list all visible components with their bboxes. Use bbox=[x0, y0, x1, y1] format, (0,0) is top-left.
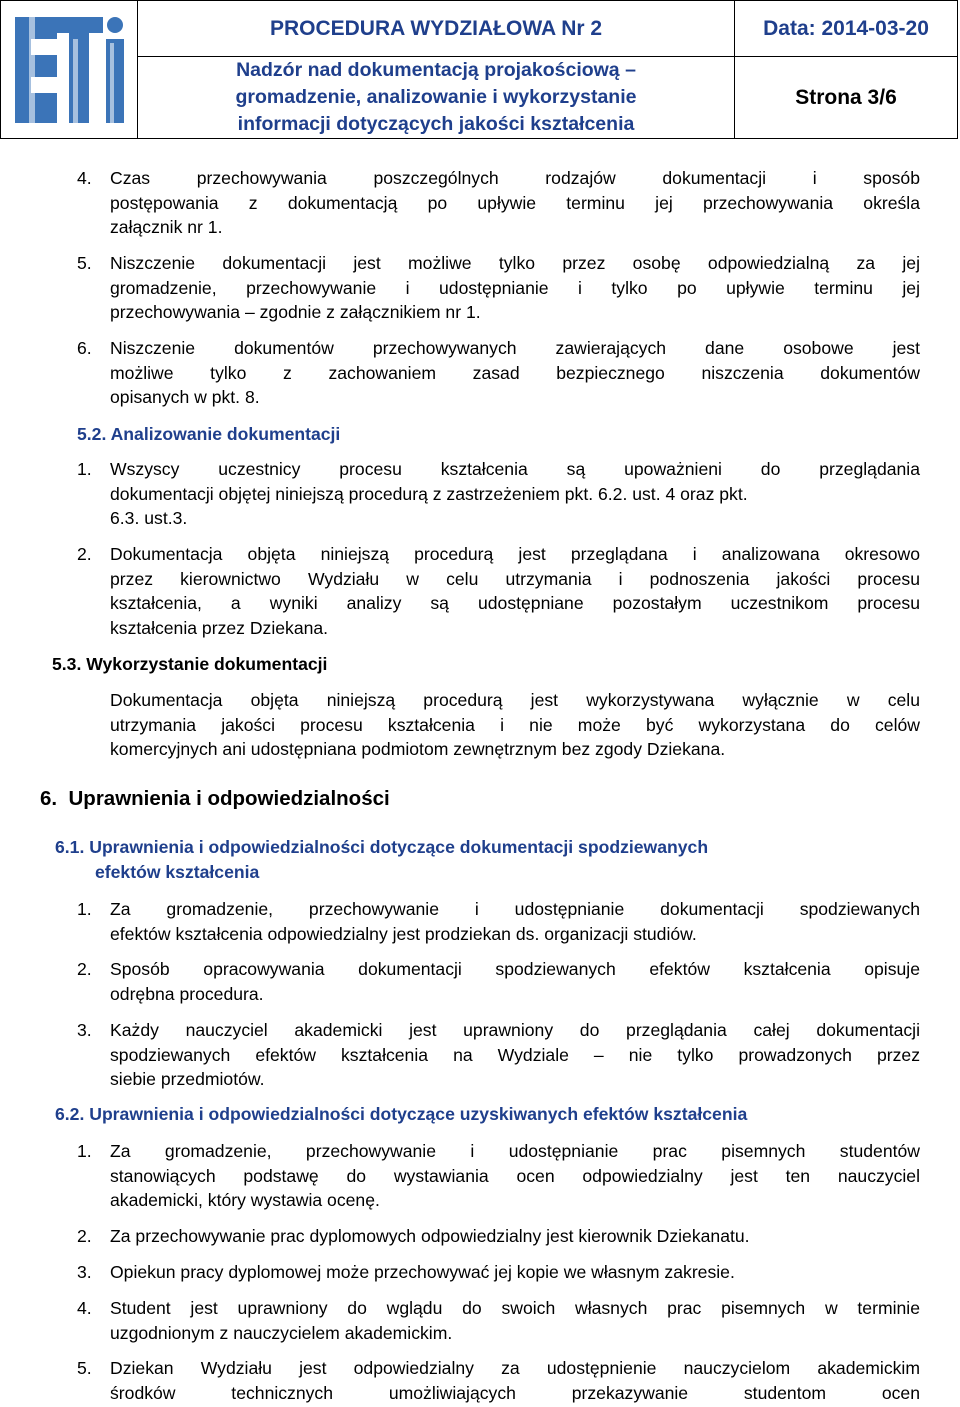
section-heading-6-2: 6.2. Uprawnienia i odpowiedzialności dotyczące uzyskiwanych efektów kształcenia bbox=[55, 1104, 748, 1124]
item-number: 5. bbox=[77, 253, 92, 273]
section-heading-5-2: 5.2. Analizowanie dokumentacji bbox=[77, 424, 341, 444]
text-line: Dokumentacja objęta niniejszą procedurą jest wykorzystywana wyłącznie w celu bbox=[110, 690, 920, 710]
item-text bbox=[110, 1356, 920, 1405]
text-line: postępowania z dokumentacją po upływie terminu jej przechowywania określa bbox=[110, 192, 920, 213]
item-text bbox=[110, 1018, 920, 1092]
text-line: Dziekan Wydziału jest odpowiedzialny za udostępnienie nauczycielom akademickim bbox=[110, 1358, 920, 1378]
heading-line: efektów kształcenia bbox=[95, 861, 260, 882]
eti-logo bbox=[9, 9, 129, 131]
item-text bbox=[110, 897, 920, 946]
text-line: Niszczenie dokumentacji jest możliwe tylko przez osobę odpowiedzialną za jej bbox=[110, 253, 920, 273]
text-line: Dokumentacja objęta niniejszą procedurą jest przeglądana i analizowana okresowo bbox=[110, 544, 920, 564]
subject-cell bbox=[138, 57, 735, 139]
item-number: 3. bbox=[77, 1020, 92, 1040]
text-line: dokumentacji objętej niniejszą procedurą z zastrzeżeniem pkt. 6.2. ust. 4 oraz pkt. bbox=[110, 483, 748, 504]
item-number: 2. bbox=[77, 959, 92, 979]
text-line: utrzymania jakości procesu kształcenia i nie może być wykorzystana do celów bbox=[110, 714, 920, 735]
text-line: środków technicznych umożliwiających przekazywanie studentom ocen bbox=[110, 1382, 920, 1403]
page-cell bbox=[735, 57, 958, 139]
text-line: Niszczenie dokumentów przechowywanych zawierających dane osobowe jest bbox=[110, 338, 920, 358]
text-line: kształcenia, a wyniki analizy są udostępniane pozostałym uczestnikom procesu bbox=[110, 593, 920, 613]
item-text bbox=[110, 1224, 920, 1249]
item-text bbox=[110, 1260, 920, 1285]
text-line: gromadzenie, przechowywanie i udostępnianie i tylko po upływie terminu jej bbox=[110, 277, 920, 298]
text-line: stanowiących podstawę do wystawiania ocen odpowiedzialny jest ten nauczyciel bbox=[110, 1165, 920, 1186]
logo-cell bbox=[1, 1, 138, 139]
item-text bbox=[110, 957, 920, 1006]
item-text bbox=[110, 542, 920, 640]
section-heading-6: 6. Uprawnienia i odpowiedzialności bbox=[40, 787, 390, 810]
text-line: Za przechowywanie prac dyplomowych odpowiedzialny jest kierownik Dziekanatu. bbox=[110, 1226, 750, 1246]
text-line: przechowywania – zgodnie z załącznikiem nr 1. bbox=[110, 302, 481, 322]
text-line: akademicki, który wystawia ocenę. bbox=[110, 1190, 380, 1210]
subject-line: gromadzenie, analizowanie i wykorzystanie bbox=[235, 86, 637, 108]
text-line: Czas przechowywania poszczególnych rodzajów dokumentacji i sposób bbox=[110, 168, 920, 188]
text-line: Student jest uprawniony do wglądu do swoich własnych prac pisemnych w terminie bbox=[110, 1298, 920, 1318]
item-number: 1. bbox=[77, 459, 92, 479]
item-text bbox=[110, 457, 920, 531]
item-number: 4. bbox=[77, 1298, 92, 1318]
text-line: siebie przedmiotów. bbox=[110, 1069, 265, 1089]
item-number: 2. bbox=[77, 1226, 92, 1246]
item-text bbox=[110, 251, 920, 325]
text-line: przez kierownictwo Wydziału w celu utrzymania i podnoszenia jakości procesu bbox=[110, 568, 920, 589]
document-header bbox=[0, 0, 958, 139]
text-line: załącznik nr 1. bbox=[110, 217, 223, 237]
item-number: 6. bbox=[77, 338, 92, 358]
section-heading-5-3: 5.3. Wykorzystanie dokumentacji bbox=[52, 654, 328, 674]
text-line: Sposób opracowywania dokumentacji spodziewanych efektów kształcenia opisuje bbox=[110, 959, 920, 979]
date-cell bbox=[735, 1, 958, 57]
subject-line: Nadzór nad dokumentacją projakościową – bbox=[236, 59, 636, 81]
item-number: 1. bbox=[77, 1141, 92, 1161]
document-date: Data: 2014-03-20 bbox=[763, 16, 929, 40]
text-line: efektów kształcenia odpowiedzialny jest prodziekan ds. organizacji studiów. bbox=[110, 923, 697, 944]
heading-line: 6.1. Uprawnienia i odpowiedzialności dotyczące dokumentacji spodziewanych bbox=[55, 837, 709, 857]
procedure-title: PROCEDURA WYDZIAŁOWA Nr 2 bbox=[269, 16, 603, 40]
item-number: 4. bbox=[77, 168, 92, 188]
procedure-title-cell bbox=[138, 1, 735, 57]
text-line: Za gromadzenie, przechowywanie i udostępnianie prac pisemnych studentów bbox=[110, 1141, 920, 1161]
text-line: spodziewanych efektów kształcenia na Wydziale – nie tylko prowadzonych przez bbox=[110, 1044, 920, 1065]
text-line: komercyjnych ani udostępniana podmiotom zewnętrznym bez zgody Dziekana. bbox=[110, 739, 726, 759]
item-text bbox=[110, 336, 920, 410]
page-number: Strona 3/6 bbox=[795, 85, 897, 109]
text-line: możliwe tylko z zachowaniem zasad bezpiecznego niszczenia dokumentów bbox=[110, 362, 920, 383]
text-line: Opiekun pracy dyplomowej może przechowywać jej kopie we własnym zakresie. bbox=[110, 1262, 735, 1282]
text-line: Każdy nauczyciel akademicki jest uprawniony do przeglądania całej dokumentacji bbox=[110, 1020, 920, 1040]
text-line: 6.3. ust.3. bbox=[110, 508, 188, 528]
item-text bbox=[110, 1296, 920, 1345]
text-line: Za gromadzenie, przechowywanie i udostępnianie dokumentacji spodziewanych bbox=[110, 899, 920, 919]
document-subject bbox=[138, 57, 734, 138]
item-text bbox=[110, 1139, 920, 1213]
text-line: uzgodnionym z nauczycielem akademickim. bbox=[110, 1322, 453, 1343]
text-line: opisanych w pkt. 8. bbox=[110, 387, 260, 407]
section-5-3-paragraph bbox=[110, 688, 920, 762]
text-line: Wszyscy uczestnicy procesu kształcenia są upoważnieni do przeglądania bbox=[110, 459, 920, 479]
subject-line: informacji dotyczących jakości kształcenia bbox=[237, 113, 635, 135]
text-line: odrębna procedura. bbox=[110, 983, 264, 1004]
text-line: kształcenia przez Dziekana. bbox=[110, 617, 329, 638]
item-number: 5. bbox=[77, 1358, 92, 1378]
item-number: 3. bbox=[77, 1262, 92, 1282]
item-number: 1. bbox=[77, 899, 92, 919]
item-text bbox=[110, 166, 920, 240]
item-number: 2. bbox=[77, 544, 92, 564]
section-heading-6-1 bbox=[55, 835, 708, 884]
